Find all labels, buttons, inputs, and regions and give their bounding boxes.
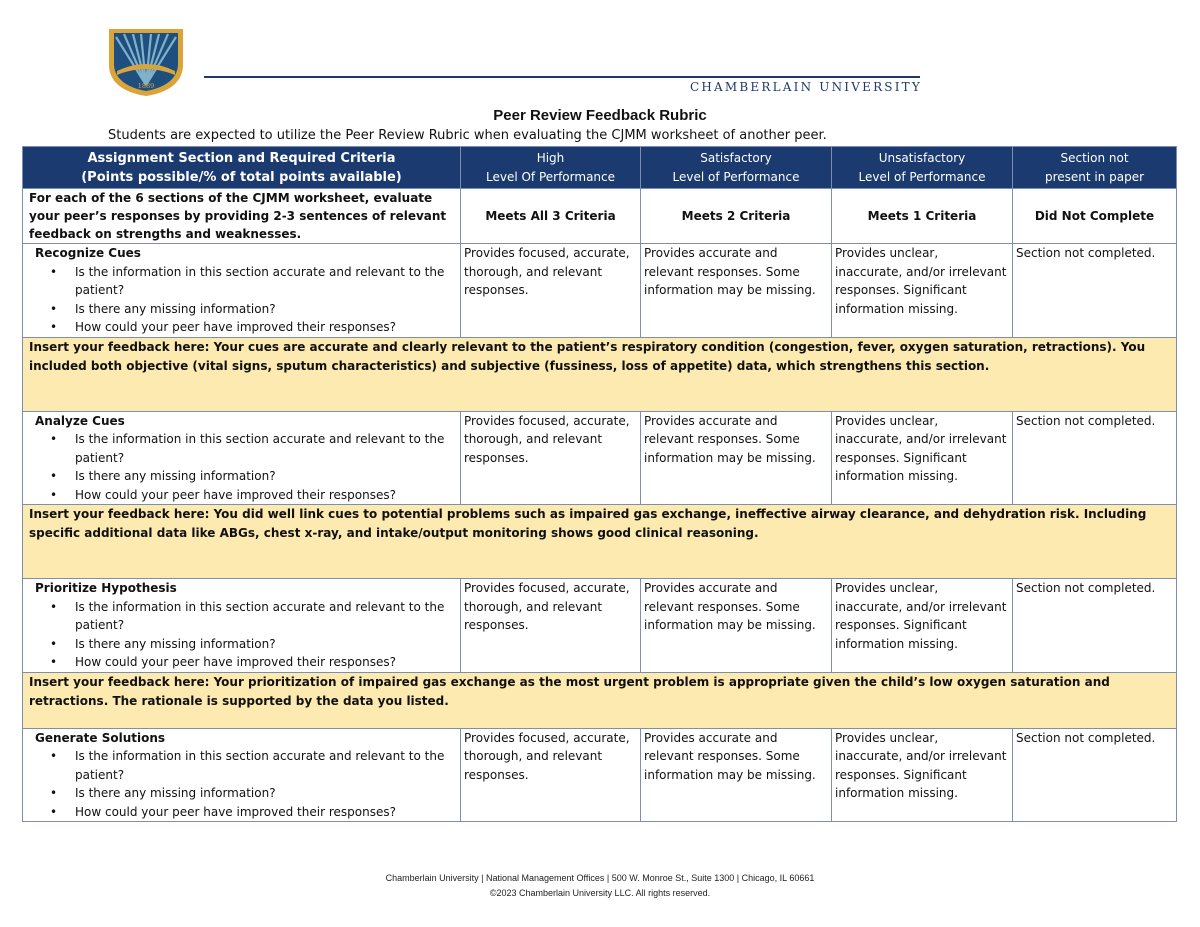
descriptor-satisfactory: Provides accurate and relevant responses. Some information may be missing. bbox=[641, 579, 832, 673]
descriptor-not-present: Section not completed. bbox=[1013, 728, 1177, 822]
feedback-text[interactable]: Insert your feedback here: You did well link cues to potential problems such as impaired gas exchange, ineffective airway clearance, and dehydration risk. Including specific additional data like ABGs, chest x-ray, and intake/output monitoring shows good clinical reasoning. bbox=[23, 505, 1177, 579]
question-item: • Is the information in this section accurate and relevant to the patient? bbox=[75, 598, 457, 635]
page-title: Peer Review Feedback Rubric bbox=[493, 107, 707, 124]
question-item: • How could your peer have improved their responses? bbox=[75, 486, 457, 505]
instruction-text: For each of the 6 sections of the CJMM worksheet, evaluate your peer’s responses by providing 2-3 sentences of relevant feedback on strengths and weaknesses. bbox=[23, 189, 461, 244]
question-list bbox=[35, 598, 457, 672]
feedback-row-analyze-cues bbox=[23, 505, 1177, 579]
rubric-table bbox=[22, 146, 1177, 822]
chamberlain-crest-logo bbox=[107, 27, 185, 97]
logo-year: 1889 bbox=[137, 82, 155, 90]
descriptor-not-present: Section not completed. bbox=[1013, 579, 1177, 673]
section-criteria bbox=[23, 411, 461, 505]
level-satisfactory: Meets 2 Criteria bbox=[641, 189, 832, 244]
question-item: • Is the information in this section accurate and relevant to the patient? bbox=[75, 747, 457, 784]
descriptor-high: Provides focused, accurate, thorough, and relevant responses. bbox=[461, 728, 641, 822]
section-row-analyze-cues bbox=[23, 411, 1177, 505]
university-name: CHAMBERLAIN UNIVERSITY bbox=[689, 80, 922, 94]
section-row-generate-solutions bbox=[23, 728, 1177, 822]
satisfactory-column-header: Satisfactory Level of Performance bbox=[641, 147, 832, 189]
descriptor-not-present: Section not completed. bbox=[1013, 244, 1177, 338]
criteria-levels-row bbox=[23, 189, 1177, 244]
rubric-header-row bbox=[23, 147, 1177, 189]
section-criteria bbox=[23, 579, 461, 673]
descriptor-unsatisfactory: Provides unclear, inaccurate, and/or irrelevant responses. Significant information missing. bbox=[832, 579, 1013, 673]
feedback-row-recognize-cues bbox=[23, 337, 1177, 411]
section-title: Generate Solutions bbox=[35, 730, 166, 745]
question-list bbox=[35, 263, 457, 337]
unsatisfactory-column-header: Unsatisfactory Level of Performance bbox=[832, 147, 1013, 189]
question-item: • Is there any missing information? bbox=[75, 467, 457, 486]
descriptor-satisfactory: Provides accurate and relevant responses. Some information may be missing. bbox=[641, 244, 832, 338]
high-column-header: High Level Of Performance bbox=[461, 147, 641, 189]
question-item: • How could your peer have improved their responses? bbox=[75, 318, 457, 337]
section-row-prioritize-hypothesis bbox=[23, 579, 1177, 673]
footer-copyright: ©2023 Chamberlain University LLC. All rights reserved. bbox=[489, 888, 711, 898]
intro-text: Students are expected to utilize the Peer Review Rubric when evaluating the CJMM worksheet of another peer. bbox=[108, 128, 827, 143]
criteria-column-header: Assignment Section and Required Criteria (Points possible/% of total points available) bbox=[23, 147, 461, 189]
question-list bbox=[35, 430, 457, 504]
question-item: • Is there any missing information? bbox=[75, 300, 457, 319]
level-not-complete: Did Not Complete bbox=[1013, 189, 1177, 244]
section-title: Analyze Cues bbox=[35, 413, 125, 428]
descriptor-satisfactory: Provides accurate and relevant responses. Some information may be missing. bbox=[641, 728, 832, 822]
question-item: • How could your peer have improved their responses? bbox=[75, 803, 457, 822]
feedback-text[interactable]: Insert your feedback here: Your cues are accurate and clearly relevant to the patient’s respiratory condition (congestion, fever, oxygen saturation, retractions). You included both objective (vital signs, sputum characteristics) and subjective (fussiness, loss of appetite) data, which strengthens this section. bbox=[23, 337, 1177, 411]
descriptor-high: Provides focused, accurate, thorough, and relevant responses. bbox=[461, 411, 641, 505]
section-title: Recognize Cues bbox=[35, 246, 141, 260]
question-item: • Is there any missing information? bbox=[75, 635, 457, 654]
section-criteria bbox=[23, 244, 461, 338]
descriptor-not-present: Section not completed. bbox=[1013, 411, 1177, 505]
section-row-recognize-cues bbox=[23, 244, 1177, 338]
descriptor-unsatisfactory: Provides unclear, inaccurate, and/or irrelevant responses. Significant information missing. bbox=[832, 728, 1013, 822]
descriptor-unsatisfactory: Provides unclear, inaccurate, and/or irrelevant responses. Significant information missing. bbox=[832, 244, 1013, 338]
not-present-column-header: Section not present in paper bbox=[1013, 147, 1177, 189]
level-unsatisfactory: Meets 1 Criteria bbox=[832, 189, 1013, 244]
section-criteria bbox=[23, 728, 461, 822]
question-item: • Is the information in this section accurate and relevant to the patient? bbox=[75, 430, 457, 467]
descriptor-high: Provides focused, accurate, thorough, and relevant responses. bbox=[461, 579, 641, 673]
footer-address: Chamberlain University | National Management Offices | 500 W. Monroe St., Suite 1300 | Chicago, IL 60661 bbox=[385, 873, 815, 883]
descriptor-unsatisfactory: Provides unclear, inaccurate, and/or irrelevant responses. Significant information missing. bbox=[832, 411, 1013, 505]
question-item: • Is the information in this section accurate and relevant to the patient? bbox=[75, 263, 457, 300]
question-item: • Is there any missing information? bbox=[75, 784, 457, 803]
descriptor-high: Provides focused, accurate, thorough, and relevant responses. bbox=[461, 244, 641, 338]
feedback-text[interactable]: Insert your feedback here: Your prioritization of impaired gas exchange as the most urgent problem is appropriate given the child’s low oxygen saturation and retractions. The rationale is supported by the data you listed. bbox=[23, 672, 1177, 728]
question-list bbox=[35, 747, 457, 821]
feedback-row-prioritize-hypothesis bbox=[23, 672, 1177, 728]
section-title: Prioritize Hypothesis bbox=[35, 581, 177, 595]
descriptor-satisfactory: Provides accurate and relevant responses. Some information may be missing. bbox=[641, 411, 832, 505]
level-high: Meets All 3 Criteria bbox=[461, 189, 641, 244]
question-item: • How could your peer have improved their responses? bbox=[75, 653, 457, 672]
header-rule bbox=[204, 76, 920, 78]
